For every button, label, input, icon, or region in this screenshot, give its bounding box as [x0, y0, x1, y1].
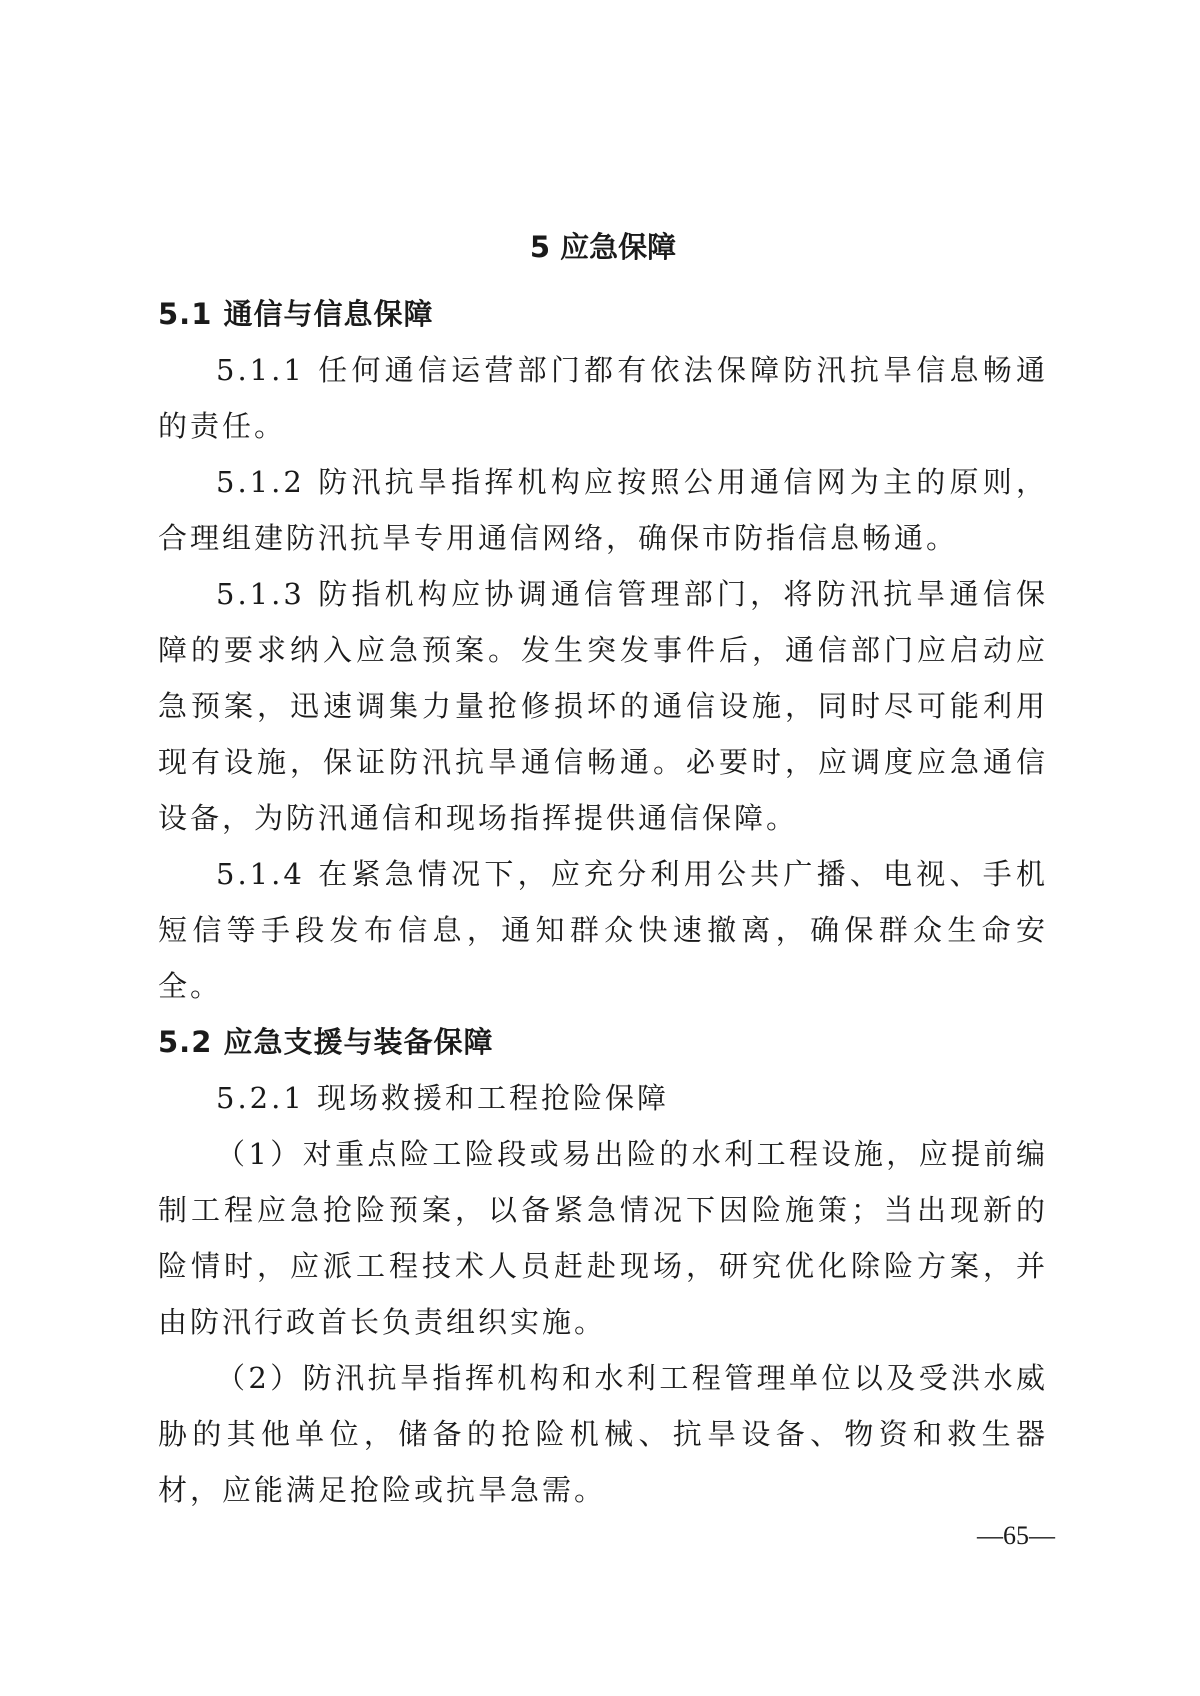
paragraph-item-2: （2）防汛抗旱指挥机构和水利工程管理单位以及受洪水威胁的其他单位，储备的抢险机械、抗旱设备、物资和救生器材，应能满足抢险或抗旱急需。 — [158, 1361, 1048, 1507]
page-number: —65— — [977, 1521, 1055, 1550]
section-5-2 — [158, 1014, 1048, 1518]
paragraph-5-1-2: 5.1.2 防汛抗旱指挥机构应按照公用通信网为主的原则，合理组建防汛抗旱专用通信网络，确保市防指信息畅通。 — [158, 465, 1048, 555]
section-5-1 — [158, 286, 1048, 1014]
paragraph-5-1-1: 5.1.1 任何通信运营部门都有依法保障防汛抗旱信息畅通的责任。 — [158, 353, 1048, 443]
paragraph-5-1-4: 5.1.4 在紧急情况下，应充分利用公共广播、电视、手机短信等手段发布信息，通知群众快速撤离，确保群众生命安全。 — [158, 857, 1048, 1003]
paragraph-5-2-1: 5.2.1 现场救援和工程抢险保障 — [216, 1081, 670, 1115]
document-page — [158, 222, 1048, 1518]
paragraph-item-1: （1）对重点险工险段或易出险的水利工程设施，应提前编制工程应急抢险预案，以备紧急情况下因险施策；当出现新的险情时，应派工程技术人员赶赴现场，研究优化除险方案，并由防汛行政首长负责组织实施。 — [158, 1137, 1048, 1339]
paragraph-5-1-3: 5.1.3 防指机构应协调通信管理部门，将防汛抗旱通信保障的要求纳入应急预案。发生突发事件后，通信部门应启动应急预案，迅速调集力量抢修损坏的通信设施，同时尽可能利用现有设施，保证防汛抗旱通信畅通。必要时，应调度应急通信设备，为防汛通信和现场指挥提供通信保障。 — [158, 577, 1048, 835]
section-heading: 5.2 应急支援与装备保障 — [158, 1025, 494, 1059]
section-heading: 5.1 通信与信息保障 — [158, 297, 434, 331]
chapter-title: 5 应急保障 — [529, 230, 677, 264]
